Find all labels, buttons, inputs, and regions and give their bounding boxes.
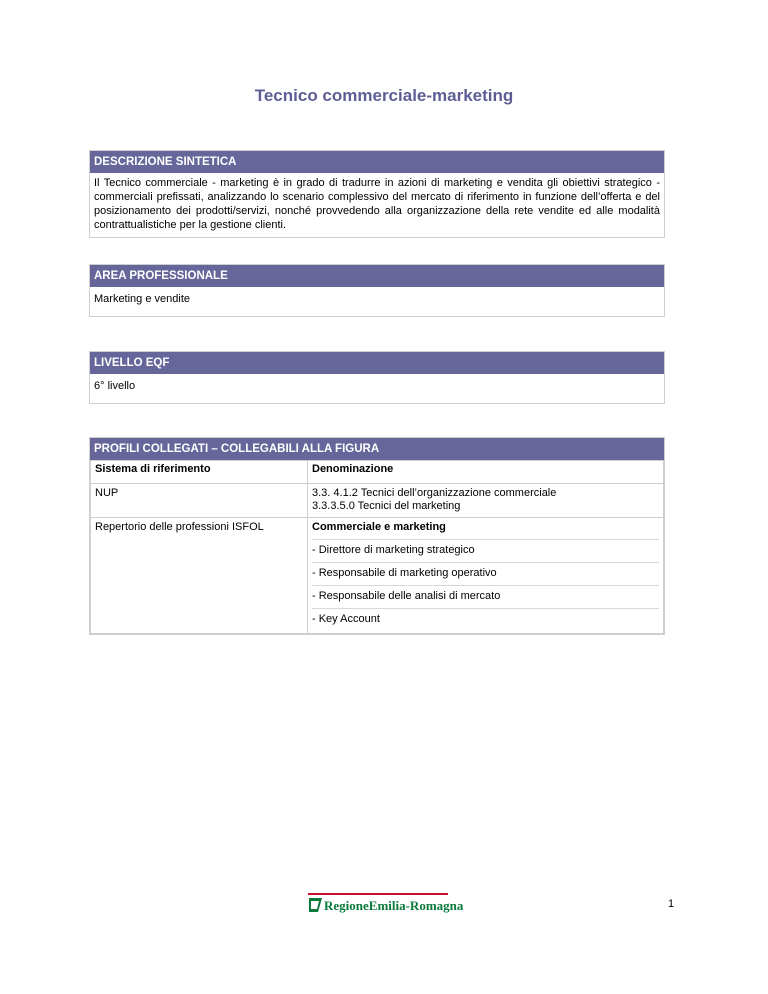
nup-line-1: 3.3. 4.1.2 Tecnici dell’organizzazione commerciale	[312, 487, 557, 499]
cell-sistema-isfol: Repertorio delle professioni ISFOL	[91, 518, 308, 634]
list-item: - Responsabile delle analisi di mercato	[312, 586, 659, 609]
col-header-sistema: Sistema di riferimento	[91, 461, 308, 484]
descrizione-text: Il Tecnico commerciale - marketing è in grado di tradurre in azioni di marketing e vendita gli obiettivi strategico - commerciali prefissati, analizzando lo scenario complessivo del mercato di riferimento in funzione dell’offerta e del posizionamento dei prodotti/servizi, nonché provvedendo alla organizzazione della rete vendite ed alle modalità contrattualistiche per la gestione clienti.	[94, 177, 660, 231]
profili-table	[90, 460, 664, 634]
list-item: - Key Account	[312, 613, 380, 625]
regione-logo	[308, 893, 464, 915]
nup-line-2: 3.3.3.5.0 Tecnici del marketing	[312, 500, 461, 512]
regione-logo-icon	[308, 893, 464, 915]
cell-denominazione-isfol	[308, 518, 664, 634]
descrizione-header: DESCRIZIONE SINTETICA	[90, 151, 664, 173]
livello-section	[89, 351, 665, 404]
page-title: Tecnico commerciale-marketing	[254, 86, 514, 105]
cell-denominazione-nup	[308, 484, 664, 518]
cell-sistema-nup: NUP	[91, 484, 308, 518]
profili-header: PROFILI COLLEGATI – COLLEGABILI ALLA FIGURA	[90, 438, 664, 460]
area-header: AREA PROFESSIONALE	[90, 265, 664, 287]
logo-text: RegioneEmilia-Romagna	[324, 898, 464, 913]
list-item: - Responsabile di marketing operativo	[312, 563, 659, 586]
col-header-denominazione: Denominazione	[308, 461, 664, 484]
area-text: Marketing e vendite	[94, 293, 190, 305]
table-row	[91, 484, 664, 518]
table-header-row	[91, 461, 664, 484]
area-section	[89, 264, 665, 317]
isfol-heading: Commerciale e marketing	[312, 518, 659, 540]
page-number: 1	[668, 898, 675, 910]
livello-header: LIVELLO EQF	[90, 352, 664, 374]
list-item: - Direttore di marketing strategico	[312, 540, 659, 563]
profili-section	[89, 437, 665, 635]
table-row	[91, 518, 664, 634]
livello-text: 6° livello	[94, 380, 136, 392]
descrizione-section	[89, 150, 665, 238]
